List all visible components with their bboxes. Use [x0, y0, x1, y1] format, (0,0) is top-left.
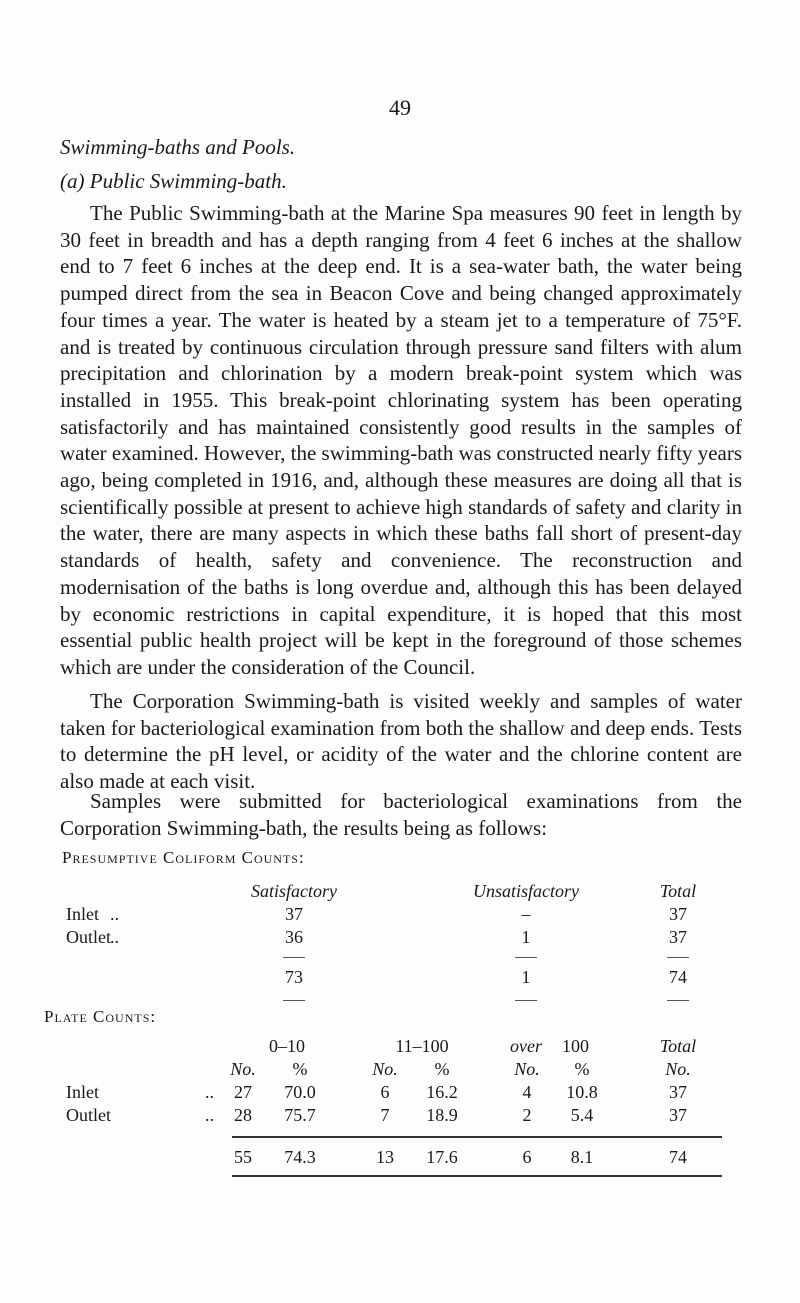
sum-rule — [667, 1000, 689, 1001]
column-header: Unsatisfactory — [473, 881, 579, 901]
plate-heading: Plate Counts: — [44, 1007, 157, 1026]
row-leader: .. — [110, 904, 119, 924]
row-leader: .. — [205, 1082, 214, 1102]
paragraph: Samples were submitted for bacteriological examinations from the Corporation Swimming-bath, the results being as follows: — [60, 789, 742, 840]
table-cell: 37 — [669, 1105, 687, 1125]
table-cell: 75.7 — [284, 1105, 316, 1125]
total-cell: 6 — [522, 1147, 532, 1167]
group-header: 100 — [562, 1036, 589, 1056]
subheader: No. — [514, 1059, 540, 1079]
table-cell: 5.4 — [570, 1105, 594, 1125]
sum-rule — [515, 957, 537, 958]
table-cell: 36 — [285, 927, 303, 947]
subheader: % — [574, 1059, 590, 1079]
subheader: No. — [372, 1059, 398, 1079]
paragraph: The Public Swimming-bath at the Marine Spa measures 90 feet in length by 30 feet in breadth and has a depth ranging from 4 feet 6 inches at the shallow end to 7 feet 6 inches at the deep end. It is a sea-water bath, the water being pumped direct from the sea in Beacon Cove and being changed approximately four times a year. The water is heated by a steam jet to a temperature of 75°F. and is treated by continuous circulation through pressure sand filters with alum precipitation and chlorination by a modern break-point system which was installed in 1955. This break-point chlorinating system has been operating satisfactorily and has maintained consistently good results in the samples of water examined. However, the swimming-bath was constructed nearly fifty years ago, being completed in 1916, and, although these measures are doing all that is scientifically possible at present to achieve high standards of safety and clarity in the water, there are many aspects in which these baths fall short of present-day standards of health, safety and convenience. The reconstruction and modernisation of the baths is long overdue and, although this has been delayed by economic restrictions in capital expenditure, it is hoped that this most essential public health project will be kept in the foreground of those schemes which are under the consideration of the Council. — [60, 201, 743, 679]
total-cell: 17.6 — [426, 1147, 458, 1167]
group-header: over — [510, 1036, 542, 1056]
group-header: Total — [659, 1036, 697, 1056]
row-label: Outlet — [66, 927, 111, 947]
column-header: Total — [659, 881, 697, 901]
total-cell: 74 — [669, 967, 687, 987]
table-cell: 6 — [380, 1082, 390, 1102]
table-cell: 7 — [380, 1105, 390, 1125]
subheader: No. — [230, 1059, 256, 1079]
table-cell: 1 — [521, 927, 531, 947]
section-title: Swimming-baths and Pools. — [60, 135, 296, 159]
table-cell: 37 — [669, 1082, 687, 1102]
table-cell: – — [521, 904, 531, 924]
total-cell: 13 — [376, 1147, 394, 1167]
subheader: % — [434, 1059, 450, 1079]
row-label: Inlet — [66, 1082, 99, 1102]
table-cell: 18.9 — [426, 1105, 458, 1125]
total-cell: 74 — [669, 1147, 687, 1167]
sum-rule — [667, 957, 689, 958]
table-cell: 70.0 — [284, 1082, 316, 1102]
group-header: 11–100 — [395, 1036, 449, 1056]
total-cell: 8.1 — [570, 1147, 594, 1167]
total-rule — [232, 1175, 722, 1177]
table-cell: 16.2 — [426, 1082, 458, 1102]
row-label: Outlet — [66, 1105, 111, 1125]
table-cell: 37 — [285, 904, 303, 924]
table-cell: 27 — [234, 1082, 252, 1102]
table-cell: 37 — [669, 927, 687, 947]
sum-rule — [283, 957, 305, 958]
group-header: 0–10 — [269, 1036, 305, 1056]
coliform-heading: Presumptive Coliform Counts: — [62, 848, 305, 867]
row-leader: .. — [205, 1105, 214, 1125]
table-cell: 4 — [522, 1082, 532, 1102]
page-number: 49 — [389, 95, 411, 120]
table-cell: 2 — [522, 1105, 532, 1125]
column-header: Satisfactory — [251, 881, 337, 901]
total-cell: 55 — [234, 1147, 252, 1167]
subsection-title: (a) Public Swimming-bath. — [60, 169, 287, 193]
row-label: Inlet — [66, 904, 99, 924]
total-rule — [232, 1136, 722, 1138]
subheader: No. — [665, 1059, 691, 1079]
table-cell: 28 — [234, 1105, 252, 1125]
total-cell: 73 — [285, 967, 303, 987]
paragraph: The Corporation Swimming-bath is visited weekly and samples of water taken for bacteriological examination from both the shallow and deep ends. Tests to determine the pH level, or acidity of the water and the chlorine content are also made at each visit. — [60, 689, 742, 794]
table-cell: 37 — [669, 904, 687, 924]
table-cell: 10.8 — [566, 1082, 598, 1102]
total-cell: 1 — [521, 967, 531, 987]
subheader: % — [292, 1059, 308, 1079]
row-leader: .. — [110, 927, 119, 947]
sum-rule — [515, 1000, 537, 1001]
total-cell: 74.3 — [284, 1147, 316, 1167]
sum-rule — [283, 1000, 305, 1001]
